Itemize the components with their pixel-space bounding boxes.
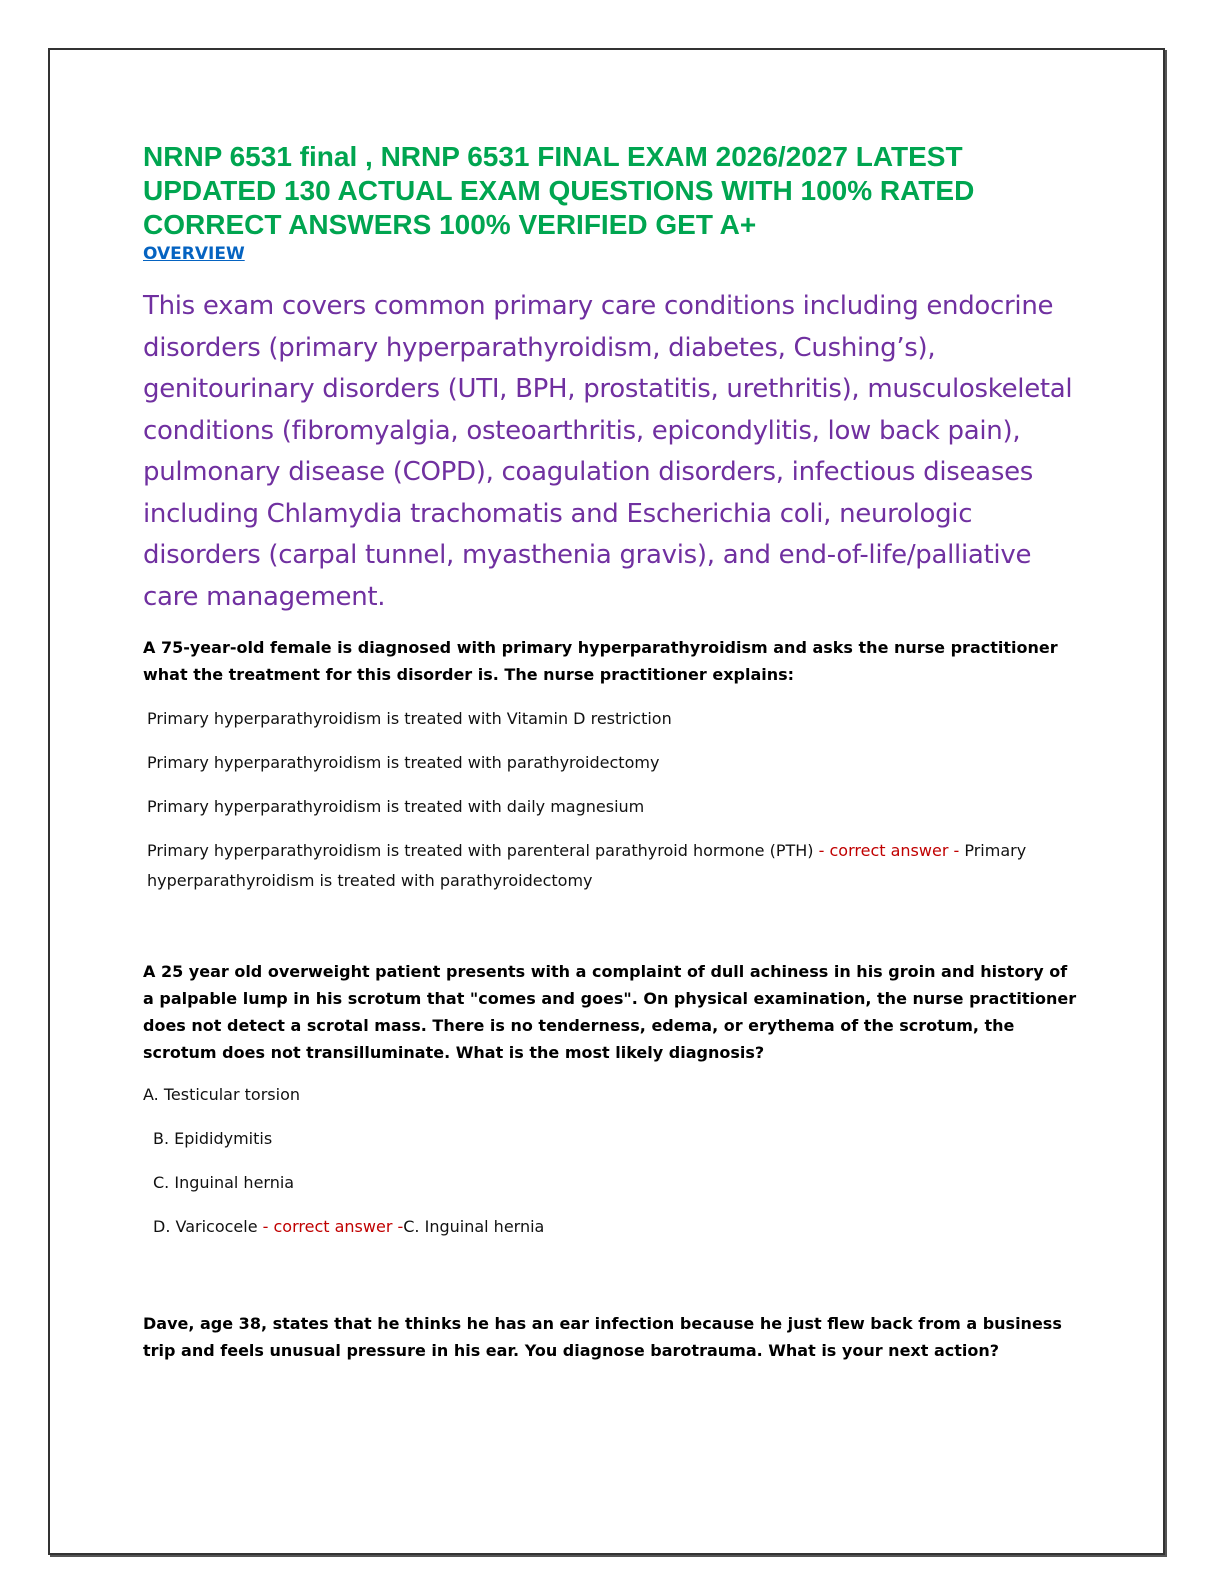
question-1-option-4-with-answer [143,836,1083,896]
overview-link[interactable]: OVERVIEW [143,244,245,264]
question-2: A 25 year old overweight patient presents with a complaint of dull achiness in his groin and history of a palpable lump in his scrotum that "comes and goes". On physical examination, the nurse practitioner does not detect a scrotal mass. There is no tenderness, edema, or erythema of the scrotum, the scrotum does not transilluminate. What is the most likely diagnosis? [143,962,1077,1062]
question-1-answer: Primary hyperparathyroidism is treated with parathyroidectomy [147,841,1027,890]
question-2-option-a: A. Testicular torsion [143,1085,300,1104]
question-1-option-4: Primary hyperparathyroidism is treated with parenteral parathyroid hormone (PTH) [147,841,814,860]
question-2-option-d-with-answer [143,1212,1083,1242]
document-content [143,140,1083,1364]
correct-answer-marker: - correct answer - [813,841,965,860]
question-2-option-d: D. Varicocele [153,1217,258,1236]
question-2-option-c: C. Inguinal hernia [153,1173,295,1192]
question-1-option-2: Primary hyperparathyroidism is treated with parathyroidectomy [147,753,660,772]
question-2-answer: C. Inguinal hernia [403,1217,545,1236]
correct-answer-marker: - correct answer - [257,1217,404,1236]
question-2-option-b: B. Epididymitis [153,1129,273,1148]
document-title: NRNP 6531 final , NRNP 6531 FINAL EXAM 2026/2027 LATEST UPDATED 130 ACTUAL EXAM QUESTIONS WITH 100% RATED CORRECT ANSWERS 100% VERIFIED GET A+ [143,141,975,240]
question-1-option-1: Primary hyperparathyroidism is treated with Vitamin D restriction [147,709,672,728]
question-3: Dave, age 38, states that he thinks he has an ear infection because he just flew back from a business trip and feels unusual pressure in his ear. You diagnose barotrauma. What is your next action? [143,1314,1062,1360]
question-1: A 75-year-old female is diagnosed with primary hyperparathyroidism and asks the nurse practitioner what the treatment for this disorder is. The nurse practitioner explains: [143,638,1058,684]
question-1-option-3: Primary hyperparathyroidism is treated with daily magnesium [147,797,645,816]
overview-text: This exam covers common primary care conditions including endocrine disorders (primary hyperparathyroidism, diabetes, Cushing’s), genitourinary disorders (UTI, BPH, prostatitis, urethritis), musculoskeletal conditions (fibromyalgia, osteoarthritis, epicondylitis, low back pain), pulmonary disease (COPD), coagulation disorders, infectious diseases including Chlamydia trachomatis and Escherichia coli, neurologic disorders (carpal tunnel, myasthenia gravis), and end-of-life/palliative care management. [143,291,1073,612]
